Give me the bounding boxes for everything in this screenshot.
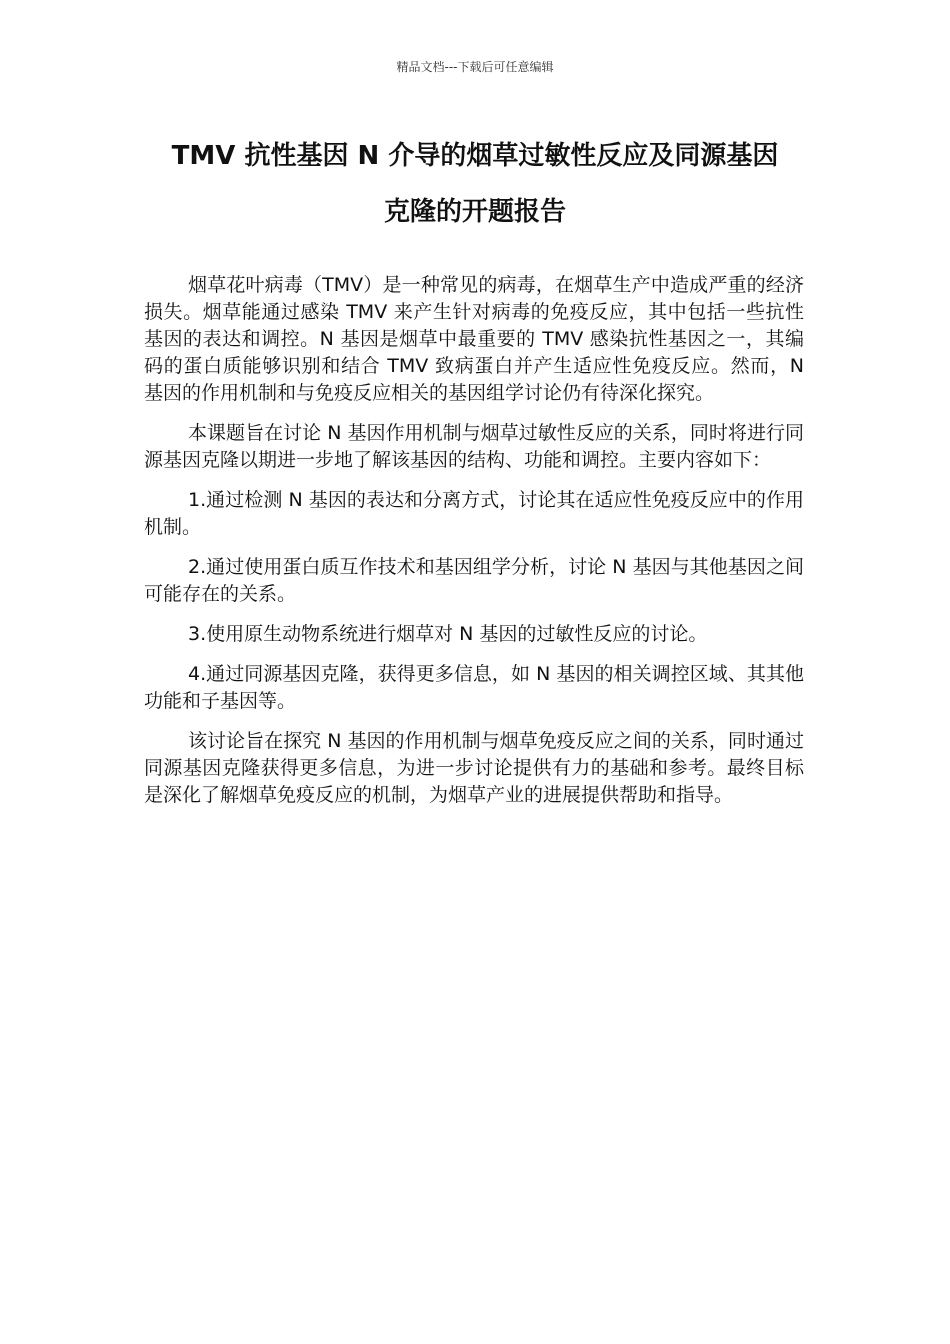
header-note: 精品文档---下载后可任意编辑 bbox=[396, 60, 554, 74]
paragraph-conclusion: 该讨论旨在探究 N 基因的作用机制与烟草免疫反应之间的关系，同时通过同源基因克隆获得更多信息，为进一步讨论提供有力的基础和参考。最终目标是深化了解烟草免疫反应的机制，为烟草产业的进展提供帮助和指导。 bbox=[144, 730, 804, 806]
paragraph-item-3: 3.使用原生动物系统进行烟草对 N 基因的过敏性反应的讨论。 bbox=[188, 623, 708, 645]
paragraph-objective: 本课题旨在讨论 N 基因作用机制与烟草过敏性反应的关系，同时将进行同源基因克隆以期进一步地了解该基因的结构、功能和调控。主要内容如下： bbox=[144, 422, 804, 471]
document-title bbox=[140, 128, 810, 240]
paragraph-intro: 烟草花叶病毒（TMV）是一种常见的病毒，在烟草生产中造成严重的经济损失。烟草能通过感染 TMV 来产生针对病毒的免疫反应，其中包括一些抗性基因的表达和调控。N 基因是烟草中最重要的 TMV 感染抗性基因之一，其编码的蛋白质能够识别和结合 TMV 致病蛋白并产生适应性免疫反应。然而，N 基因的作用机制和与免疫反应相关的基因组学讨论仍有待深化探究。 bbox=[144, 274, 804, 404]
title-line-1: TMV 抗性基因 N 介导的烟草过敏性反应及同源基因 bbox=[171, 141, 779, 171]
document-body bbox=[144, 272, 804, 822]
paragraph-item-1: 1.通过检测 N 基因的表达和分离方式，讨论其在适应性免疫反应中的作用机制。 bbox=[144, 489, 804, 538]
paragraph-item-4: 4.通过同源基因克隆，获得更多信息，如 N 基因的相关调控区域、其其他功能和子基因等。 bbox=[144, 663, 804, 712]
title-line-2: 克隆的开题报告 bbox=[383, 197, 566, 227]
paragraph-item-2: 2.通过使用蛋白质互作技术和基因组学分析，讨论 N 基因与其他基因之间可能存在的关系。 bbox=[144, 556, 804, 605]
